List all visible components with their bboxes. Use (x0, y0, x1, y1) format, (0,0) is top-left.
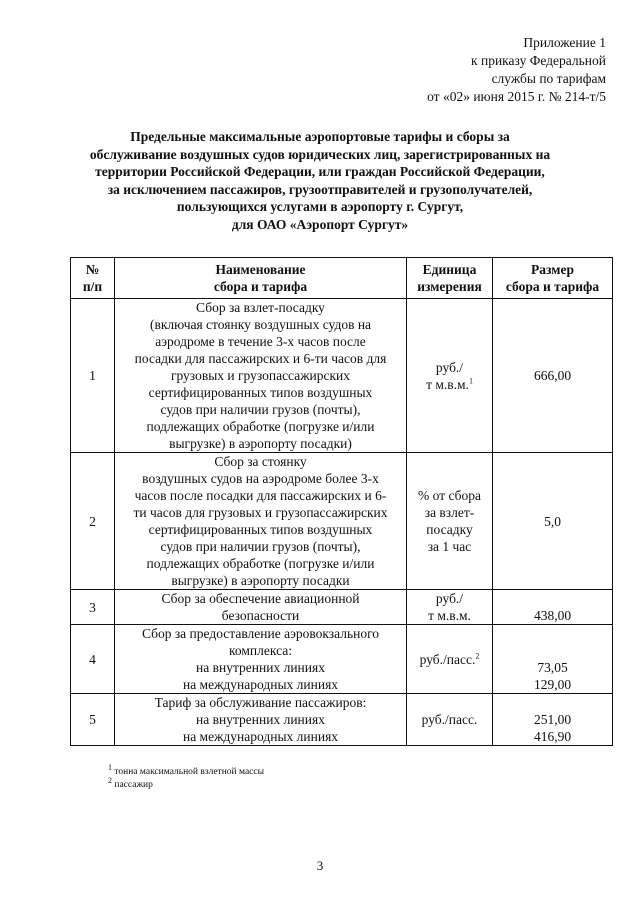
name-line: грузовых и грузопассажирских (170, 368, 351, 383)
appendix-line: службы по тарифам (491, 71, 606, 86)
name-line: Сбор за предоставление аэровокзального (141, 626, 380, 641)
row-number: 2 (71, 453, 115, 590)
row-number: 5 (71, 694, 115, 746)
name-line: комплекса: (229, 643, 292, 658)
title-line: Предельные максимальные аэропортовые тарифы и сборы за (130, 129, 510, 144)
table-row (71, 625, 613, 694)
unit-text: руб./пасс. (419, 651, 476, 667)
table-header-row (71, 258, 613, 299)
table-row (71, 590, 613, 625)
appendix-line: от «02» июня 2015 г. № 214-т/5 (427, 89, 606, 104)
unit-line: посадку (426, 522, 473, 537)
name-line: часов после посадки для пассажирских и 6- (134, 488, 387, 503)
appendix-line: Приложение 1 (523, 35, 606, 50)
row-amount (493, 625, 613, 694)
name-line: подлежащих обработке (погрузке и/или (146, 556, 375, 571)
footnote-text: пассажир (114, 780, 153, 790)
table-row (71, 453, 613, 590)
unit-line (410, 651, 489, 668)
row-amount (493, 299, 613, 453)
row-name (115, 299, 407, 453)
name-line: выгрузке) в аэропорту посадки) (169, 436, 352, 451)
name-line: Тариф за обслуживание пассажиров: (154, 695, 367, 710)
name-line: Сбор за стоянку (214, 454, 307, 469)
row-unit (407, 694, 493, 746)
row-unit (407, 453, 493, 590)
row-unit (407, 625, 493, 694)
name-line: сертифицированных типов воздушных (148, 385, 373, 400)
unit-line: т м.в.м. (428, 608, 471, 623)
name-line: посадки для пассажирских и 6-ти часов для (134, 351, 387, 366)
amount-value: 73,05 (537, 660, 568, 675)
row-number: 3 (71, 590, 115, 625)
amount-value: 416,90 (533, 729, 572, 744)
header-text: Наименование (215, 262, 306, 277)
document-title (70, 128, 570, 233)
row-number: 4 (71, 625, 115, 694)
row-unit (407, 299, 493, 453)
name-line: сертифицированных типов воздушных (148, 522, 373, 537)
header-unit (407, 258, 493, 299)
title-line: для ОАО «Аэропорт Сургут» (231, 216, 409, 232)
name-line: судов при наличии грузов (почты), (160, 402, 361, 417)
header-text: сбора и тарифа (505, 279, 600, 294)
unit-line: руб./пасс. (421, 712, 478, 727)
row-number: 1 (71, 299, 115, 453)
footnote-mark: 2 (475, 651, 480, 660)
name-line: воздушных судов на аэродроме более 3-х (142, 471, 379, 486)
footnote (108, 775, 264, 792)
name-line: аэродроме в течение 3-х часов после (155, 334, 366, 349)
unit-text: т м.в.м. (426, 376, 469, 392)
title-line: обслуживание воздушных судов юридических лиц, зарегистрированных на (89, 146, 551, 162)
tariffs-table (70, 257, 613, 746)
amount-value: 666,00 (533, 368, 572, 383)
footnote-text: тонна максимальной взлетной массы (114, 767, 264, 777)
title-line: территории Российской Федерации, или граждан Российской Федерации, (95, 164, 545, 179)
name-line: на внутренних линиях (196, 660, 325, 675)
footnotes (108, 762, 264, 792)
name-line: Сбор за взлет-посадку (196, 300, 325, 315)
name-line: на внутренних линиях (196, 712, 325, 727)
footnote-mark: 2 (108, 775, 112, 785)
unit-line: за взлет- (424, 505, 475, 520)
appendix-line: к приказу Федеральной (471, 53, 606, 68)
amount-value: 438,00 (533, 608, 572, 623)
header-text: № (85, 262, 100, 277)
row-amount (493, 590, 613, 625)
name-line: ти часов для грузовых и грузопассажирских (133, 505, 388, 520)
amount-value: 5,0 (544, 513, 561, 529)
unit-line: % от сбора (418, 488, 481, 503)
title-line: пользующихся услугами в аэропорту г. Сургут, (176, 199, 464, 214)
title-line: за исключением пассажиров, грузоотправителей и грузополучателей, (107, 181, 533, 197)
row-amount (493, 694, 613, 746)
amount-value: 129,00 (533, 677, 572, 692)
appendix-header (306, 34, 606, 106)
row-unit (407, 590, 493, 625)
footnote (108, 762, 264, 779)
header-amount (493, 258, 613, 299)
header-text: измерения (417, 279, 482, 294)
name-line: выгрузке) в аэропорту посадки (171, 573, 350, 588)
unit-line: руб./ (435, 359, 464, 375)
header-text: сбора и тарифа (213, 279, 308, 294)
row-name (115, 694, 407, 746)
name-line: судов при наличии грузов (почты), (160, 539, 361, 554)
page-number: 3 (316, 858, 324, 873)
header-text: Размер (531, 262, 574, 277)
header-text: п/п (82, 279, 103, 294)
name-line: на международных линиях (182, 677, 339, 692)
row-name (115, 453, 407, 590)
name-line: безопасности (221, 608, 300, 623)
name-line: подлежащих обработке (погрузке и/или (146, 419, 375, 434)
header-text: Единица (422, 262, 477, 277)
unit-line (410, 376, 489, 393)
unit-line: за 1 час (427, 539, 472, 554)
row-amount (493, 453, 613, 590)
footnote-mark: 1 (468, 376, 473, 385)
table-row (71, 694, 613, 746)
name-line: Сбор за обеспечение авиационной (161, 591, 360, 606)
footnote-mark: 1 (108, 762, 112, 772)
header-number (71, 258, 115, 299)
name-line: (включая стоянку воздушных судов на (149, 317, 372, 332)
amount-value: 251,00 (533, 712, 572, 727)
table-row (71, 299, 613, 453)
row-name (115, 590, 407, 625)
name-line: на международных линиях (182, 729, 339, 744)
header-name (115, 258, 407, 299)
unit-line: руб./ (435, 591, 464, 606)
row-name (115, 625, 407, 694)
